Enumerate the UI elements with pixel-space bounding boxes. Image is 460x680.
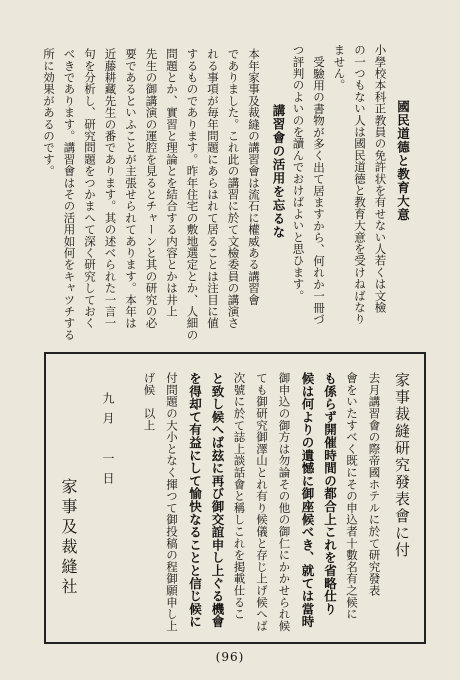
notice-column: 次號に於て誌上談話會と稱しこれを掲載仕るこ bbox=[232, 372, 247, 620]
notice-title: 家事裁縫研究發表會に付 bbox=[393, 372, 411, 559]
notice-column: 付問題の大小となく揮つて御投稿の程御願申し上 bbox=[165, 372, 179, 632]
text-column: の一つもない人は國民道德と教育大意を受けねばなり bbox=[353, 44, 367, 325]
notice-column: げ候 以上 bbox=[142, 372, 157, 431]
notice-column: と致し候へば玆に再び御交誼申し上ぐる機會 bbox=[210, 372, 225, 628]
text-column: 要であるといふことが主張せられてあります。本年は bbox=[124, 48, 138, 329]
text-column: 小學校本科正教員の免許状を有せない人若くは文檢 bbox=[373, 44, 388, 314]
notice-column: ても御研究御澤山とれ有り候儀と存じ上げ候へば bbox=[255, 372, 269, 632]
section-heading-moral-education: 國民道德と教育大意 bbox=[395, 100, 411, 222]
notice-column: 候は何よりの遺憾に御座候べき、就ては當時 bbox=[300, 372, 315, 628]
page-number: (96) bbox=[215, 650, 245, 664]
text-column: でありました。これ此の講習に於て文檢委員の講演さ bbox=[226, 48, 241, 329]
text-column: 本年家事及裁縫の講習會は流石に權威ある講習會 bbox=[247, 48, 261, 306]
text-column: つ評判のよいのを讀んでおけばよいと思ひます。 bbox=[291, 44, 306, 302]
section-heading-lecture: 講習會の活用を忘るな bbox=[271, 104, 286, 239]
text-column: 近藤耕藏先生の番であります。其の述べられた一言一 bbox=[103, 48, 118, 329]
notice-column: 御申込の御方は勿論その他の御仁にかかせられ候 bbox=[277, 372, 292, 632]
notice-date: 九月 一日 bbox=[101, 392, 115, 492]
text-column: 問題とか、實習と理論とを結合する内容とかは井上 bbox=[165, 48, 179, 318]
notice-signature: 家事及裁縫社 bbox=[59, 478, 78, 598]
notice-column: 去月講習會の際帝國ホテルに於て研究發表 bbox=[367, 372, 382, 597]
text-column: 先生の御講演の運腔を見るとチャーンと其の研究の必 bbox=[144, 48, 159, 329]
text-column: べきであります。講習會はその活用如何をキャツチする bbox=[62, 48, 77, 341]
text-column: 所に効果があるのです。 bbox=[42, 48, 56, 177]
notice-column: も係らず開催時間の都合上これを省略仕り bbox=[322, 372, 338, 616]
notice-column: 會をいたすべく既にその申込者十數名有之候に bbox=[345, 372, 359, 620]
text-column: 句を分析し、研究問題をつかまへて深く研究しておく bbox=[83, 48, 97, 329]
text-column: 受驗用の書物が多く出て居ますから、何れか一冊づ bbox=[312, 56, 326, 326]
text-column: れる事項が毎年問題にあらはれて居ることは注目に値 bbox=[206, 48, 220, 329]
text-column: ません。 bbox=[332, 44, 347, 91]
notice-column: を得却て有益にして愉快なることと信じ候に bbox=[187, 372, 203, 628]
text-column: するものであります。昨年住宅の敷地選定とか、人細の bbox=[185, 48, 200, 341]
